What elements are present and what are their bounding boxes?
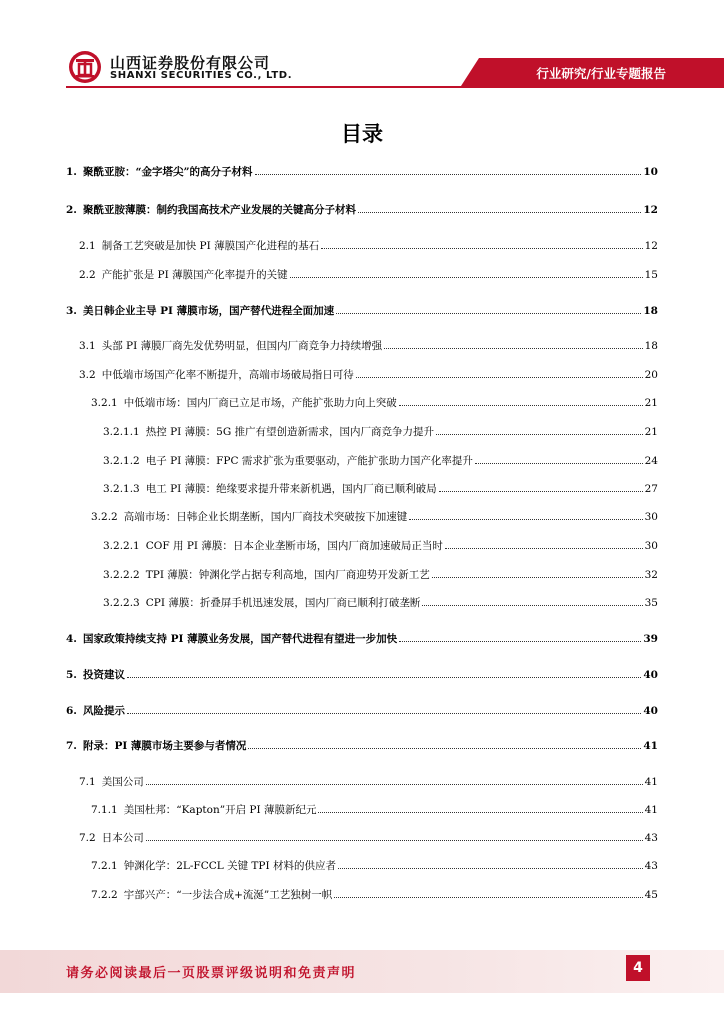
toc-entry-page: 43 bbox=[644, 832, 658, 844]
toc-entry[interactable] bbox=[66, 668, 658, 682]
toc-entry-title: TPI 薄膜：钟渊化学占据专利高地，国内厂商迎势开发新工艺 bbox=[145, 569, 430, 581]
toc-entry-title: 电子 PI 薄膜：FPC 需求扩张为重要驱动，产能扩张助力国产化率提升 bbox=[145, 455, 473, 467]
toc-entry[interactable] bbox=[66, 775, 658, 789]
toc-entry-title: COF 用 PI 薄膜：日本企业垄断市场，国内厂商加速破局正当时 bbox=[145, 540, 443, 552]
toc-entry-number: 7.2 bbox=[79, 832, 96, 844]
toc-entry-title: 美国公司 bbox=[101, 776, 144, 788]
toc-entry[interactable] bbox=[66, 831, 658, 845]
toc-entry[interactable] bbox=[66, 803, 658, 817]
toc-entry[interactable] bbox=[66, 454, 658, 468]
toc-entry-number: 6. bbox=[66, 705, 77, 717]
dot-leader bbox=[336, 313, 641, 314]
toc-entry-title: 聚酰亚胺：“金字塔尖”的高分子材料 bbox=[82, 166, 253, 178]
toc-entry[interactable] bbox=[66, 268, 658, 282]
toc-entry-title: 电工 PI 薄膜：绝缘要求提升带来新机遇，国内厂商已顺利破局 bbox=[145, 483, 437, 495]
toc-entry-title: 钟渊化学：2L-FCCL 关键 TPI 材料的供应者 bbox=[123, 860, 336, 872]
toc-entry-page: 10 bbox=[643, 166, 658, 178]
toc-entry[interactable] bbox=[66, 632, 658, 646]
dot-leader bbox=[432, 577, 643, 578]
toc-entry-title: 高端市场：日韩企业长期垄断，国内厂商技术突破按下加速键 bbox=[123, 511, 408, 523]
dot-leader bbox=[436, 434, 643, 435]
toc-entry-page: 40 bbox=[643, 705, 658, 717]
dot-leader bbox=[248, 748, 641, 749]
company-name-cn: 山西证券股份有限公司 bbox=[110, 54, 271, 72]
toc-entry-page: 32 bbox=[644, 569, 658, 581]
dot-leader bbox=[445, 548, 643, 549]
toc-entry[interactable] bbox=[66, 888, 658, 902]
toc-entry-page: 30 bbox=[644, 511, 658, 523]
dot-leader bbox=[399, 405, 643, 406]
toc-entry-page: 21 bbox=[644, 426, 658, 438]
toc-entry-title: 宇部兴产：“一步法合成+流涎”工艺独树一帜 bbox=[123, 889, 333, 901]
toc-entry-number: 5. bbox=[66, 669, 77, 681]
toc-entry-number: 3.1 bbox=[79, 340, 96, 352]
toc-entry[interactable] bbox=[66, 596, 658, 610]
toc-entry-title: CPI 薄膜：折叠屏手机迅速发展，国内厂商已顺利打破垄断 bbox=[145, 597, 421, 609]
dot-leader bbox=[409, 519, 642, 520]
toc-entry-title: 热控 PI 薄膜：5G 推广有望创造新需求，国内厂商竞争力提升 bbox=[145, 426, 435, 438]
toc-entry-page: 24 bbox=[644, 455, 658, 467]
toc-entry[interactable] bbox=[66, 739, 658, 753]
toc-entry-page: 30 bbox=[644, 540, 658, 552]
toc-entry-number: 3.2 bbox=[79, 369, 96, 381]
toc-entry-page: 12 bbox=[643, 204, 658, 216]
toc-entry-number: 3.2.1.3 bbox=[103, 483, 140, 495]
dot-leader bbox=[358, 212, 641, 213]
toc-entry-page: 18 bbox=[644, 340, 658, 352]
toc-entry[interactable] bbox=[66, 304, 658, 318]
toc-entry-number: 3. bbox=[66, 305, 77, 317]
toc-entry-title: 聚酰亚胺薄膜：制约我国高技术产业发展的关键高分子材料 bbox=[82, 204, 356, 216]
dot-leader bbox=[422, 605, 642, 606]
dot-leader bbox=[384, 348, 643, 349]
toc-entry-title: 风险提示 bbox=[82, 705, 125, 717]
toc-entry-title: 头部 PI 薄膜厂商先发优势明显，但国内厂商竞争力持续增强 bbox=[101, 340, 383, 352]
toc-entry-number: 3.2.1.1 bbox=[103, 426, 140, 438]
toc-entry-page: 18 bbox=[643, 305, 658, 317]
toc-entry[interactable] bbox=[66, 704, 658, 718]
page-number: 4 bbox=[626, 955, 650, 981]
toc-entry-page: 20 bbox=[644, 369, 658, 381]
toc-entry-title: 中低端市场国产化率不断提升，高端市场破局指日可待 bbox=[101, 369, 354, 381]
dot-leader bbox=[127, 677, 641, 678]
dot-leader bbox=[334, 897, 642, 898]
toc-entry[interactable] bbox=[66, 539, 658, 553]
dot-leader bbox=[146, 784, 643, 785]
toc-entry-number: 2.1 bbox=[79, 240, 96, 252]
dot-leader bbox=[338, 868, 643, 869]
dot-leader bbox=[318, 812, 642, 813]
page-header bbox=[0, 0, 724, 100]
toc-entry-page: 41 bbox=[644, 776, 658, 788]
toc-entry-page: 35 bbox=[644, 597, 658, 609]
toc-entry-title: 国家政策持续支持 PI 薄膜业务发展，国产替代进程有望进一步加快 bbox=[82, 633, 398, 645]
toc-entry-title: 日本公司 bbox=[101, 832, 144, 844]
dot-leader bbox=[356, 377, 643, 378]
toc-entry[interactable] bbox=[66, 510, 658, 524]
toc-entry-page: 21 bbox=[644, 397, 658, 409]
toc-entry-page: 27 bbox=[644, 483, 658, 495]
toc-entry[interactable] bbox=[66, 425, 658, 439]
toc-entry[interactable] bbox=[66, 165, 658, 179]
toc-entry-page: 40 bbox=[643, 669, 658, 681]
toc-entry[interactable] bbox=[66, 203, 658, 217]
toc-entry-title: 附录：PI 薄膜市场主要参与者情况 bbox=[82, 740, 247, 752]
toc-entry-number: 3.2.2.2 bbox=[103, 569, 140, 581]
toc-entry-number: 3.2.2.3 bbox=[103, 597, 140, 609]
toc-title: 目录 bbox=[341, 122, 383, 146]
toc-entry-page: 41 bbox=[644, 804, 658, 816]
toc-entry-number: 4. bbox=[66, 633, 77, 645]
dot-leader bbox=[399, 641, 641, 642]
toc-entry-number: 3.2.1.2 bbox=[103, 455, 140, 467]
toc-entry-title: 制备工艺突破是加快 PI 薄膜国产化进程的基石 bbox=[101, 240, 320, 252]
toc-entry-title: 产能扩张是 PI 薄膜国产化率提升的关键 bbox=[101, 269, 288, 281]
toc-entry-number: 3.2.2 bbox=[91, 511, 118, 523]
toc-entry[interactable] bbox=[66, 396, 658, 410]
toc-entry-number: 7. bbox=[66, 740, 77, 752]
toc-entry-number: 3.2.2.1 bbox=[103, 540, 140, 552]
toc-entry-title: 美国杜邦：“Kapton”开启 PI 薄膜新纪元 bbox=[123, 804, 317, 816]
toc-entry-page: 43 bbox=[644, 860, 658, 872]
toc-entry-number: 7.2.2 bbox=[91, 889, 118, 901]
toc-entry-number: 2.2 bbox=[79, 269, 96, 281]
toc-entry-number: 2. bbox=[66, 204, 77, 216]
company-name-en: SHANXI SECURITIES CO., LTD. bbox=[110, 70, 293, 81]
toc-entry-page: 12 bbox=[644, 240, 658, 252]
toc-entry-title: 美日韩企业主导 PI 薄膜市场，国产替代进程全面加速 bbox=[82, 305, 335, 317]
report-type-label: 行业研究/行业专题报告 bbox=[536, 66, 666, 81]
toc-entry-page: 39 bbox=[643, 633, 658, 645]
toc-entry[interactable] bbox=[66, 482, 658, 496]
toc-entry-title: 中低端市场：国内厂商已立足市场，产能扩张助力向上突破 bbox=[123, 397, 397, 409]
dot-leader bbox=[127, 713, 641, 714]
toc-entry[interactable] bbox=[66, 239, 658, 253]
toc-entry-page: 15 bbox=[644, 269, 658, 281]
dot-leader bbox=[146, 840, 643, 841]
dot-leader bbox=[321, 248, 643, 249]
toc-entry[interactable] bbox=[66, 368, 658, 382]
company-logo-icon bbox=[68, 50, 102, 84]
header-divider bbox=[66, 86, 724, 88]
dot-leader bbox=[475, 463, 643, 464]
dot-leader bbox=[255, 174, 642, 175]
toc-entry-number: 7.2.1 bbox=[91, 860, 118, 872]
toc-entry-number: 7.1.1 bbox=[91, 804, 118, 816]
disclaimer-notice: 请务必阅读最后一页股票评级说明和免责声明 bbox=[66, 966, 357, 981]
toc-entry-number: 1. bbox=[66, 166, 77, 178]
toc-entry[interactable] bbox=[66, 339, 658, 353]
toc-entry-title: 投资建议 bbox=[82, 669, 125, 681]
toc-entry[interactable] bbox=[66, 859, 658, 873]
dot-leader bbox=[290, 277, 643, 278]
toc-entry-number: 3.2.1 bbox=[91, 397, 118, 409]
toc-entry[interactable] bbox=[66, 568, 658, 582]
toc-entry-number: 7.1 bbox=[79, 776, 96, 788]
toc-entry-page: 45 bbox=[644, 889, 658, 901]
dot-leader bbox=[439, 491, 643, 492]
toc-entry-page: 41 bbox=[643, 740, 658, 752]
